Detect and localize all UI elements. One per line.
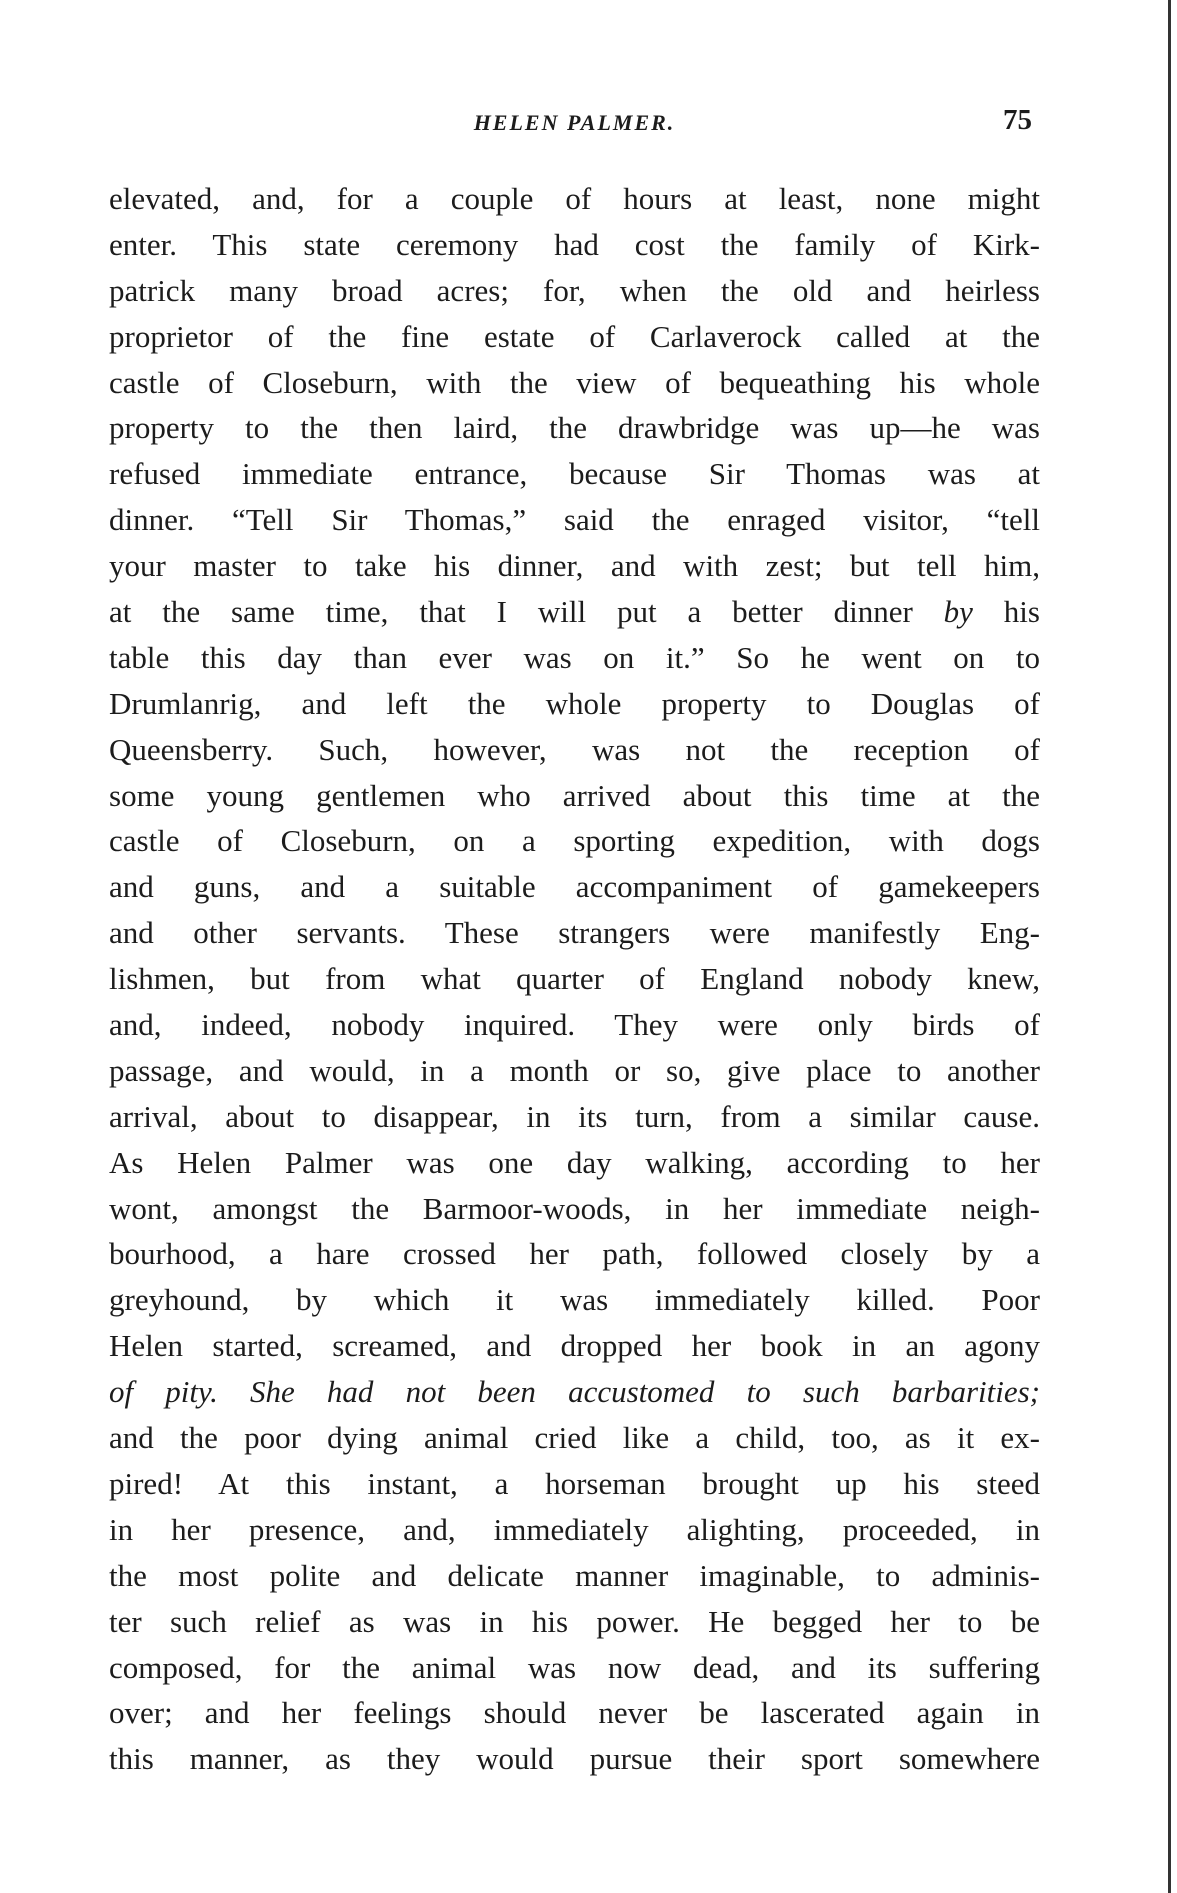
text-line: composed, for the animal was now dead, and its suffering — [109, 1649, 1040, 1685]
text-segment: at the same time, that I will put a better dinner — [109, 594, 944, 630]
text-line: greyhound, by which it was immediately killed. Poor — [109, 1282, 1040, 1318]
text-line: elevated, and, for a couple of hours at least, none might — [109, 181, 1040, 216]
text-line: some young gentlemen who arrived about this time at the — [109, 777, 1040, 813]
text-line: and guns, and a suitable accompaniment of gamekeepers — [109, 869, 1040, 905]
text-line: table this day than ever was on it.” So he went on to — [109, 639, 1040, 675]
page-number: 75 — [1003, 104, 1032, 136]
text-line: lishmen, but from what quarter of England nobody knew, — [109, 961, 1040, 997]
text-line: Helen started, screamed, and dropped her book in an agony — [109, 1328, 1040, 1364]
text-line: and, indeed, nobody inquired. They were only birds of — [109, 1007, 1040, 1043]
text-line: enter. This state ceremony had cost the family of Kirk- — [109, 226, 1040, 262]
italic-text: by — [943, 594, 973, 630]
text-line: As Helen Palmer was one day walking, according to her — [109, 1144, 1040, 1180]
text-line: the most polite and delicate manner imaginable, to adminis- — [109, 1557, 1040, 1593]
text-line: this manner, as they would pursue their sport somewhere — [109, 1741, 1040, 1777]
text-line: refused immediate entrance, because Sir Thomas was at — [109, 456, 1040, 492]
text-line: your master to take his dinner, and with zest; but tell him, — [109, 548, 1040, 584]
text-line: proprietor of the fine estate of Carlaverock called at the — [109, 318, 1040, 354]
text-line: and other servants. These strangers were manifestly Eng- — [109, 915, 1040, 951]
text-line: patrick many broad acres; for, when the old and heirless — [109, 272, 1040, 308]
body-text — [109, 176, 1040, 1782]
italic-text: of pity. She had not been accustomed to such barbarities; — [109, 1374, 1040, 1410]
text-line: castle of Closeburn, with the view of bequeathing his whole — [109, 364, 1040, 400]
page-header — [109, 104, 1040, 140]
text-line: and the poor dying animal cried like a child, too, as it ex- — [109, 1420, 1040, 1456]
text-line: bourhood, a hare crossed her path, followed closely by a — [109, 1236, 1040, 1272]
text-line: ter such relief as was in his power. He begged her to be — [109, 1603, 1040, 1639]
running-title: HELEN PALMER. — [473, 110, 676, 135]
text-line: Queensberry. Such, however, was not the reception of — [109, 731, 1040, 767]
text-line: Drumlanrig, and left the whole property to Douglas of — [109, 685, 1040, 721]
text-line — [109, 1369, 1040, 1415]
text-line: dinner. “Tell Sir Thomas,” said the enraged visitor, “tell — [109, 502, 1040, 538]
text-line: wont, amongst the Barmoor-woods, in her immediate neigh- — [109, 1190, 1040, 1226]
text-line: castle of Closeburn, on a sporting expedition, with dogs — [109, 823, 1040, 859]
text-segment: his — [972, 594, 1040, 630]
text-line: arrival, about to disappear, in its turn, from a similar cause. — [109, 1098, 1040, 1134]
text-line: over; and her feelings should never be lascerated again in — [109, 1695, 1040, 1731]
text-line: in her presence, and, immediately alighting, proceeded, in — [109, 1511, 1040, 1547]
text-line: pired! At this instant, a horseman brought up his steed — [109, 1465, 1040, 1501]
text-line: passage, and would, in a month or so, give place to another — [109, 1052, 1040, 1088]
text-line — [109, 589, 1040, 635]
text-line: property to the then laird, the drawbridge was up—he was — [109, 410, 1040, 446]
page-edge-line — [1168, 0, 1171, 1893]
